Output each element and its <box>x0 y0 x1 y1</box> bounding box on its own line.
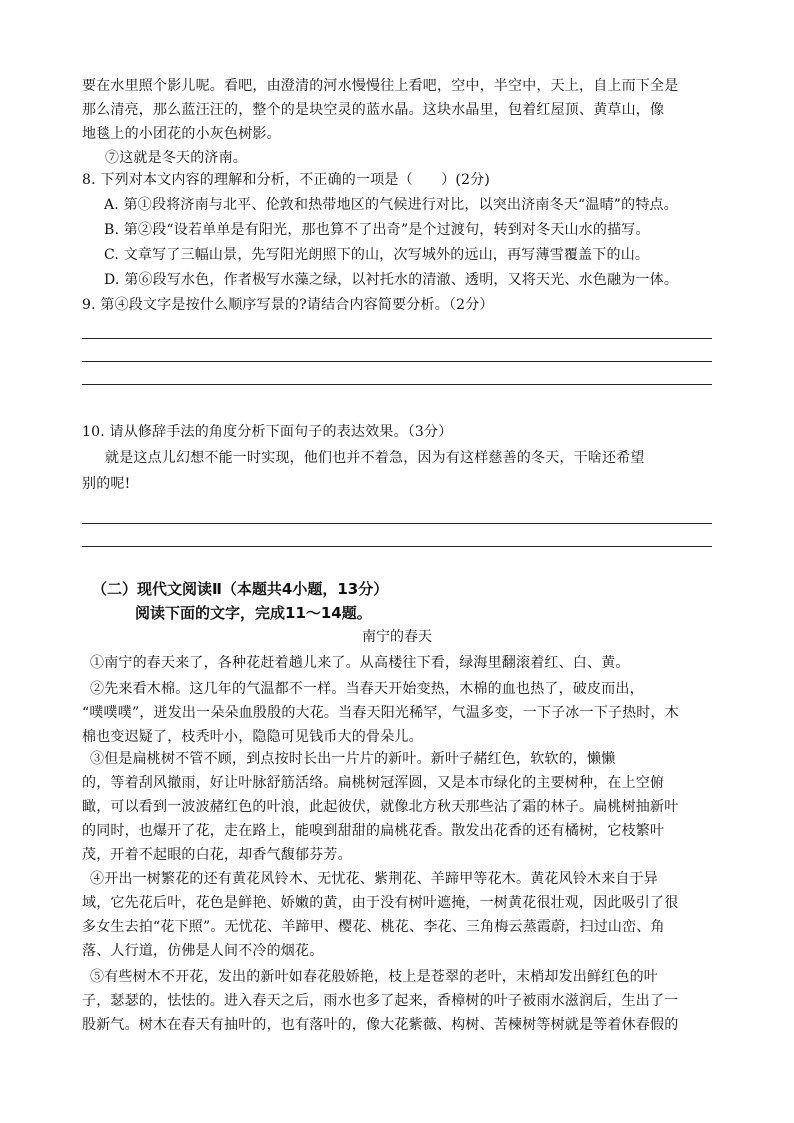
passage2-line: 的，等着刮风撤雨，好让叶脉舒筋活络。扁桃树冠浑圆，又是本市绿化的主要树种，在上空俯 <box>82 775 665 791</box>
answer-line <box>82 338 712 339</box>
question-8-option-a: A. 第①段将济南与北平、伦敦和热带地区的气候进行对比，以突出济南冬天“温晴”的特点。 <box>104 197 678 213</box>
question-8-stem: 8. 下列对本文内容的理解和分析，不正确的一项是（ ）(2分) <box>82 172 491 188</box>
passage-title: 南宁的春天 <box>362 629 432 645</box>
passage1-line: 地毯上的小团花的小灰色树影。 <box>82 126 281 142</box>
passage2-line: 多女生去拍“花下照”。无忧花、羊蹄甲、樱花、桃花、李花、三角梅云蒸霞蔚，扫过山峦、角 <box>82 919 665 935</box>
passage2-line: 瞰，可以看到一波波赭红色的叶浪，此起彼伏，就像北方秋天那些沾了霜的林子。扁桃树抽新叶 <box>82 799 679 815</box>
passage2-line: ②先来看木棉。这几年的气温都不一样。当春天开始变热，木棉的血也热了，破皮而出， <box>90 681 644 697</box>
passage1-line: 要在水里照个影儿呢。看吧，由澄清的河水慢慢往上看吧，空中，半空中，天上，自上而下全是 <box>82 78 679 94</box>
question-9-stem: 9. 第④段文字是按什么顺序写景的?请结合内容简要分析。（2分） <box>82 297 494 313</box>
passage2-line: ⑤有些树木不开花，发出的新叶如春花般娇艳，枝上是苍翠的老叶，末梢却发出鲜红色的叶 <box>90 969 658 985</box>
answer-line <box>82 384 712 385</box>
passage2-line: “噗噗噗”，迸发出一朵朵血殷殷的大花。当春天阳光稀罕，气温多变，一下子冰一下子热时，木 <box>82 705 679 721</box>
passage2-line: 域，它先花后叶，花色是鲜艳、娇嫩的黄，由于没有树叶遮掩，一树黄花很壮观，因此吸引了很 <box>82 895 679 911</box>
passage2-line: 股新气。树木在春天有抽叶的，也有落叶的，像大花紫薇、构树、苦楝树等树就是等着休春假的 <box>82 1017 679 1033</box>
passage2-line: ①南宁的春天来了，各种花赶着趟儿来了。从高楼往下看，绿海里翻滚着红、白、黄。 <box>90 655 630 671</box>
passage2-line: 茂，开着不起眼的白花，却香气馥郁芬芳。 <box>82 847 352 863</box>
question-8-option-b: B. 第②段“设若单单是有阳光，那也算不了出奇”是个过渡句，转到对冬天山水的描写。 <box>104 222 650 238</box>
section-heading: （二）现代文阅读Ⅱ（本题共4小题，13分） <box>92 580 389 598</box>
passage1-paragraph-7: ⑦这就是冬天的济南。 <box>105 150 247 166</box>
passage2-line: ④开出一树繁花的还有黄花风铃木、无忧花、紫荆花、羊蹄甲等花木。黄花风铃木来自于异 <box>90 871 658 887</box>
answer-line <box>82 361 712 362</box>
passage2-line: ③但是扁桃树不管不顾，到点按时长出一片片的新叶。新叶子赭红色，软软的，懒懒 <box>90 751 616 767</box>
passage2-line: 子，瑟瑟的，怯怯的。进入春天之后，雨水也多了起来，香樟树的叶子被雨水滋润后，生出了一 <box>82 993 679 1009</box>
answer-line <box>82 546 712 547</box>
question-8-option-d: D. 第⑥段写水色，作者极写水藻之绿，以衬托水的清澈、透明，又将天光、水色融为一体。 <box>104 272 679 288</box>
question-8-option-c: C. 文章写了三幅山景，先写阳光朗照下的山，次写城外的远山，再写薄雪覆盖下的山。 <box>104 247 650 263</box>
answer-line <box>82 523 712 524</box>
question-10-quote: 别的呢! <box>82 476 131 492</box>
passage2-line: 的同时，也爆开了花，走在路上，能嗅到甜甜的扁桃花香。散发出花香的还有橘树，它枝繁叶 <box>82 823 665 839</box>
passage2-line: 棉也变迟疑了，枝秃叶小，隐隐可见钱币大的骨朵儿。 <box>82 729 423 745</box>
passage1-line: 那么清亮，那么蓝汪汪的，整个的是块空灵的蓝水晶。这块水晶里，包着红屋顶、黄草山，像 <box>82 102 665 118</box>
question-10-quote: 就是这点儿幻想不能一时实现，他们也并不着急，因为有这样慈善的冬天，干啥还希望 <box>105 450 645 466</box>
question-10-stem: 10. 请从修辞手法的角度分析下面句子的表达效果。（3分） <box>82 424 453 440</box>
section-instruction: 阅读下面的文字，完成11～14题。 <box>135 604 372 622</box>
passage2-line: 落、人行道，仿佛是人间不冷的烟花。 <box>82 943 324 959</box>
